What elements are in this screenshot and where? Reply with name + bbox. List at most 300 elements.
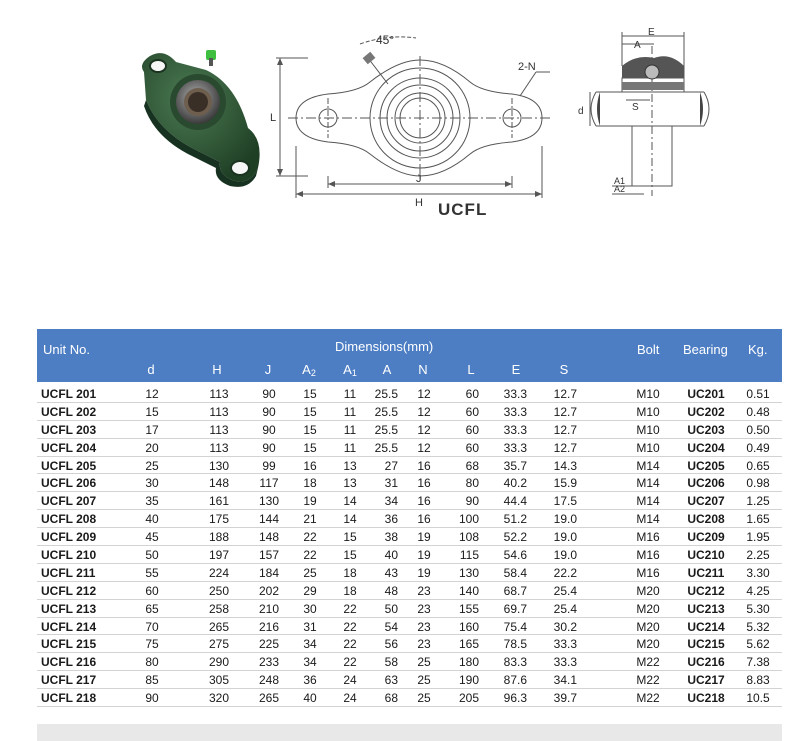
cell-j: 265 [258,691,280,706]
cell-h: 113 [209,387,229,401]
cell-l: 60 [465,387,479,401]
cell-a: 43 [384,565,398,580]
cell-h: 175 [208,512,230,527]
cell-e: 40.2 [503,476,527,491]
cell-unit-no: UCFL 208 [41,512,97,527]
header-unit-no: Unit No. [43,342,90,357]
cell-a2: 31 [303,619,317,634]
cell-bearing: UC214 [687,619,725,634]
cell-a2: 15 [303,404,317,419]
cell-n: 23 [417,619,431,634]
col-S: S [559,362,569,377]
cell-d: 25 [145,458,159,473]
cell-bolt: M14 [636,512,660,527]
header-bearing: Bearing [683,342,728,357]
cell-bolt: M22 [636,673,660,688]
cell-kg: 0.98 [746,476,770,491]
cell-l: 165 [458,637,479,652]
cell-bearing: UC206 [687,476,725,491]
cell-bolt: M14 [636,476,660,491]
cell-l: 60 [465,440,479,455]
side-section-drawing [578,26,716,202]
cell-bolt: M20 [636,601,660,616]
cell-unit-no: UCFL 216 [41,655,97,670]
cell-s: 14.3 [553,458,577,473]
cell-e: 75.4 [503,619,527,634]
cell-j: 184 [258,565,280,580]
cell-e: 78.5 [503,637,527,652]
cell-bolt: M16 [636,530,660,545]
cell-n: 23 [417,637,431,652]
cell-a1: 24 [343,691,357,706]
cell-e: 96.3 [503,691,527,706]
cell-unit-no: UCFL 211 [41,565,96,580]
cell-h: 148 [208,476,230,491]
table-row [37,528,782,546]
table-row [37,474,782,492]
cell-d: 75 [145,637,159,652]
cell-bolt: M16 [636,548,660,563]
cell-bearing: UC218 [687,691,725,706]
cell-l: 60 [465,422,479,437]
cell-h: 197 [208,548,230,563]
cell-unit-no: UCFL 212 [41,583,97,598]
cell-j: 90 [262,387,276,401]
cell-bearing: UC212 [687,583,725,598]
cell-l: 155 [458,601,479,616]
cell-e: 33.3 [503,440,527,455]
cell-s: 33.3 [553,655,577,670]
cell-a: 58 [384,655,398,670]
cell-bearing: UC204 [687,440,725,455]
cell-unit-no: UCFL 215 [41,637,97,652]
cell-unit-no: UCFL 218 [41,691,97,706]
cell-unit-no: UCFL 203 [41,422,97,437]
cell-l: 140 [458,583,479,598]
cell-d: 45 [145,530,159,545]
cell-a1: 14 [343,494,357,509]
cell-a2: 40 [303,691,317,706]
cell-bearing: UC217 [687,673,725,688]
cell-bearing: UC208 [687,512,725,527]
cell-unit-no: UCFL 209 [41,530,97,545]
dim-S-label: S [632,102,639,113]
cell-a1: 18 [343,583,357,598]
cell-a: 38 [384,530,398,545]
cell-j: 90 [262,404,276,419]
cell-e: 44.4 [503,494,527,509]
cell-s: 12.7 [553,387,577,401]
cell-bearing: UC201 [687,387,725,401]
cell-a1: 14 [343,512,357,527]
cell-e: 51.2 [503,512,527,527]
cell-a2: 25 [303,565,317,580]
cell-unit-no: UCFL 213 [41,601,97,616]
cell-n: 23 [417,583,431,598]
cell-bolt: M20 [636,619,660,634]
cell-s: 25.4 [553,601,577,616]
cell-j: 99 [262,458,276,473]
table-row [37,653,782,671]
cell-a1: 15 [343,530,357,545]
cell-bearing: UC205 [687,458,725,473]
col-H: H [212,362,222,377]
table-row [37,689,782,707]
header-dimensions: Dimensions(mm) [335,339,434,354]
table-row [37,546,782,564]
dim-J-label: J [416,173,422,185]
cell-h: 130 [208,458,230,473]
cell-bearing: UC207 [687,494,725,509]
table-row [37,492,782,510]
dim-H-label: H [415,197,423,209]
cell-h: 275 [208,637,230,652]
col-A1: A1 [343,362,357,378]
cell-s: 19.0 [553,548,577,563]
cell-a2: 21 [303,512,317,527]
cell-e: 68.7 [503,583,527,598]
cell-a2: 15 [303,440,317,455]
cell-d: 85 [145,673,159,688]
cell-a1: 18 [343,565,357,580]
cell-unit-no: UCFL 205 [41,458,97,473]
cell-a2: 22 [303,548,317,563]
cell-n: 16 [417,458,431,473]
cell-a2: 30 [303,601,317,616]
cell-l: 60 [465,404,479,419]
col-A: A [382,362,392,377]
table-row [37,582,782,600]
cell-l: 130 [458,565,479,580]
cell-unit-no: UCFL 202 [41,404,97,419]
cell-e: 58.4 [503,565,527,580]
cell-d: 35 [145,494,159,509]
cell-s: 34.1 [553,673,577,688]
col-d: d [147,362,155,377]
cell-n: 23 [417,601,431,616]
cell-n: 19 [417,565,431,580]
cell-bolt: M22 [636,691,660,706]
cell-a1: 15 [343,548,357,563]
dim-L-label: L [270,112,277,124]
cell-n: 25 [417,655,431,670]
cell-a: 56 [384,637,398,652]
dim-A-label: A [634,40,641,51]
col-A2: A2 [302,362,316,378]
cell-l: 68 [465,458,479,473]
cell-l: 90 [465,494,479,509]
cell-bolt: M16 [636,565,660,580]
cell-n: 12 [417,387,431,401]
cell-a2: 16 [303,458,317,473]
cell-e: 52.2 [503,530,527,545]
cell-h: 113 [209,404,229,419]
cell-e: 69.7 [503,601,527,616]
cell-a: 25.5 [374,404,398,419]
dim-A1-label: A1 [614,176,626,186]
cell-e: 54.6 [503,548,527,563]
cell-a1: 24 [343,673,357,688]
cell-bolt: M14 [636,494,660,509]
cell-bolt: M10 [636,404,660,419]
front-view-drawing [268,26,568,222]
cell-a1: 22 [343,601,357,616]
cell-kg: 7.38 [746,655,770,670]
cell-s: 25.4 [553,583,577,598]
cell-d: 50 [145,548,159,563]
cell-a: 68 [384,691,398,706]
col-J: J [264,362,272,377]
cell-n: 12 [417,404,431,419]
cell-e: 33.3 [503,387,527,401]
cell-j: 117 [259,476,279,491]
cell-bolt: M20 [636,583,660,598]
table-row [37,635,782,653]
cell-s: 17.5 [553,494,577,509]
cell-s: 15.9 [553,476,577,491]
cell-kg: 0.48 [746,404,770,419]
dim-d-label: d [578,106,584,117]
cell-a: 54 [384,619,398,634]
cell-a1: 22 [343,655,357,670]
table-body [37,385,782,707]
cell-d: 80 [145,655,159,670]
cell-unit-no: UCFL 217 [41,673,97,688]
dim-A2-label: A2 [614,184,626,194]
cell-bearing: UC215 [687,637,725,652]
cell-s: 19.0 [553,512,577,527]
cell-s: 30.2 [553,619,577,634]
cell-e: 33.3 [503,422,527,437]
cell-a1: 22 [343,619,357,634]
cell-j: 225 [258,637,280,652]
cell-kg: 2.25 [746,548,770,563]
cell-a2: 34 [303,655,317,670]
cell-e: 35.7 [503,458,527,473]
cell-d: 55 [145,565,159,580]
cell-a1: 22 [343,637,357,652]
spec-table [37,329,782,707]
cell-j: 144 [258,512,280,527]
col-E: E [511,362,521,377]
header-bolt: Bolt [637,342,660,357]
table-row [37,618,782,636]
cell-n: 19 [417,530,431,545]
cell-bearing: UC216 [687,655,725,670]
cell-a1: 11 [343,440,357,455]
cell-bolt: M22 [636,655,660,670]
cell-n: 25 [417,691,431,706]
cell-s: 19.0 [553,530,577,545]
cell-l: 115 [459,548,479,563]
cell-d: 90 [145,691,159,706]
table-row [37,421,782,439]
cell-bolt: M14 [636,458,660,473]
cell-h: 113 [209,422,229,437]
cell-d: 15 [145,404,159,419]
cell-j: 210 [258,601,280,616]
cell-a: 48 [384,583,398,598]
cell-kg: 5.32 [746,619,770,634]
cell-s: 33.3 [553,637,577,652]
cell-n: 12 [417,440,431,455]
cell-a2: 34 [303,637,317,652]
cell-unit-no: UCFL 214 [41,619,97,634]
cell-a: 31 [384,476,398,491]
cell-l: 108 [458,530,479,545]
cell-s: 12.7 [553,422,577,437]
cell-unit-no: UCFL 206 [41,476,97,491]
cell-l: 180 [458,655,479,670]
cell-l: 100 [458,512,479,527]
cell-j: 130 [258,494,280,509]
cell-j: 233 [258,655,280,670]
cell-s: 39.7 [553,691,577,706]
cell-h: 320 [208,691,230,706]
cell-bearing: UC213 [687,601,725,616]
cell-unit-no: UCFL 204 [41,440,97,455]
table-row [37,671,782,689]
cell-bearing: UC202 [687,404,725,419]
cell-e: 83.3 [503,655,527,670]
cell-bearing: UC209 [687,530,725,545]
cell-h: 258 [208,601,230,616]
cell-j: 248 [258,673,280,688]
cell-kg: 0.51 [746,387,770,401]
cell-s: 12.7 [553,404,577,419]
cell-a2: 19 [303,494,317,509]
cell-a2: 29 [303,583,317,598]
cell-n: 25 [417,673,431,688]
cell-d: 12 [145,387,159,401]
table-row [37,439,782,457]
table-row [37,403,782,421]
cell-n: 12 [417,422,431,437]
cell-s: 12.7 [553,440,577,455]
table-header [37,329,782,382]
col-N: N [418,362,428,377]
cell-a1: 13 [343,476,357,491]
cell-a2: 15 [303,387,317,401]
table-row [37,564,782,582]
cell-a: 50 [384,601,398,616]
cell-h: 161 [208,494,230,509]
cell-kg: 8.83 [746,673,770,688]
cell-d: 70 [145,619,159,634]
cell-unit-no: UCFL 210 [41,548,97,563]
cell-bolt: M10 [636,440,660,455]
cell-bolt: M10 [636,387,660,401]
product-photo [136,44,268,188]
angle-label: 45° [376,33,395,47]
footer-bar [37,724,782,741]
cell-a1: 11 [343,422,357,437]
cell-h: 188 [208,530,230,545]
cell-a: 34 [384,494,398,509]
cell-l: 80 [465,476,479,491]
cell-unit-no: UCFL 207 [41,494,97,509]
cell-a: 25.5 [374,387,398,401]
cell-a1: 11 [343,387,357,401]
cell-h: 250 [208,583,230,598]
table-row [37,510,782,528]
cell-bearing: UC210 [687,548,725,563]
cell-n: 16 [417,476,431,491]
cell-a: 36 [384,512,398,527]
cell-h: 305 [208,673,230,688]
header-kg: Kg. [748,342,768,357]
cell-kg: 0.50 [746,422,770,437]
cell-h: 290 [208,655,230,670]
cell-kg: 1.25 [746,494,770,509]
cell-kg: 10.5 [746,691,770,706]
col-L: L [467,362,475,377]
cell-n: 16 [417,494,431,509]
cell-n: 16 [417,512,431,527]
cell-s: 22.2 [553,565,577,580]
cell-a: 25.5 [374,422,398,437]
cell-a: 40 [384,548,398,563]
cell-kg: 1.95 [746,530,770,545]
cell-a2: 15 [303,422,317,437]
cell-unit-no: UCFL 201 [41,387,97,401]
cell-bearing: UC211 [687,565,725,580]
cell-n: 19 [417,548,431,563]
cell-kg: 5.30 [746,601,770,616]
cell-j: 216 [258,619,280,634]
cell-a2: 22 [303,530,317,545]
cell-bolt: M20 [636,637,660,652]
cell-bearing: UC203 [687,422,725,437]
cell-l: 205 [458,691,479,706]
cell-d: 20 [145,440,159,455]
cell-d: 30 [145,476,159,491]
cell-a1: 11 [343,404,357,419]
cell-kg: 5.62 [746,637,770,652]
cell-bolt: M10 [636,422,660,437]
cell-d: 17 [145,422,159,437]
cell-d: 60 [145,583,159,598]
dim-E-label: E [648,27,655,38]
cell-j: 202 [258,583,280,598]
cell-d: 40 [145,512,159,527]
cell-l: 190 [458,673,479,688]
cell-j: 157 [258,548,280,563]
cell-d: 65 [145,601,159,616]
cell-kg: 4.25 [746,583,770,598]
cell-kg: 0.49 [746,440,770,455]
cell-a1: 13 [343,458,357,473]
cell-a: 25.5 [374,440,398,455]
cell-h: 113 [209,440,229,455]
cell-h: 265 [208,619,230,634]
cell-j: 90 [262,422,276,437]
cell-a2: 18 [303,476,317,491]
model-label: UCFL [438,200,488,219]
cell-e: 33.3 [503,404,527,419]
cell-l: 160 [458,619,479,634]
cell-j: 90 [262,440,276,455]
cell-e: 87.6 [503,673,527,688]
cell-a: 27 [384,458,398,473]
table-row [37,457,782,475]
cell-j: 148 [258,530,280,545]
cell-a: 63 [384,673,398,688]
bolt-hole-label: 2-N [518,61,536,73]
cell-a2: 36 [303,673,317,688]
cell-kg: 0.65 [746,458,770,473]
cell-h: 224 [208,565,230,580]
